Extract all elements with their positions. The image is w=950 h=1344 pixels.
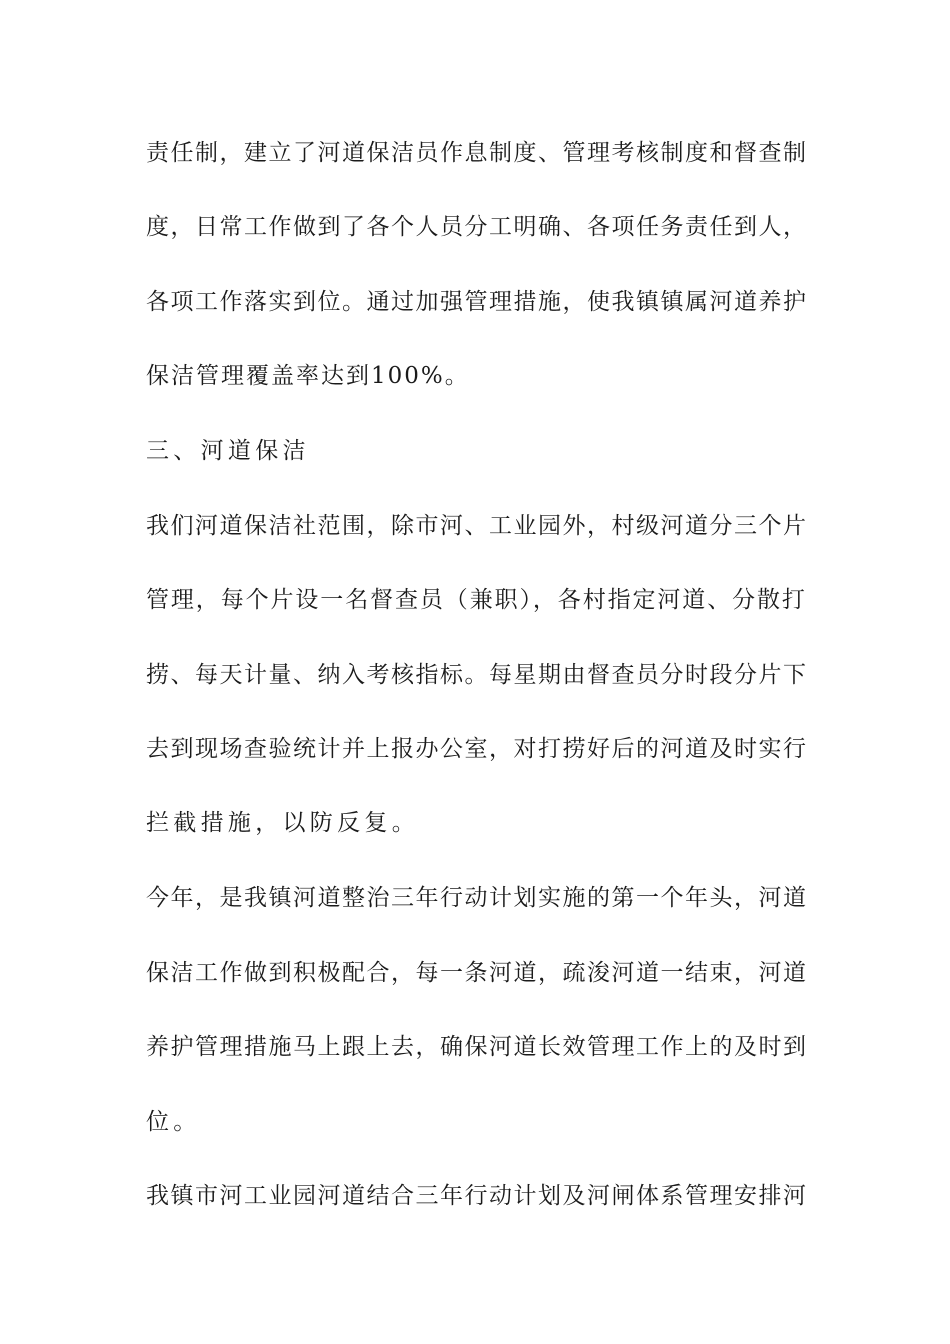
section-heading: 三、河道保洁 (146, 438, 310, 464)
text-line: 位。 (146, 1109, 201, 1135)
text-line: 我们河道保洁社范围，除市河、工业园外，村级河道分三个片 (146, 513, 808, 539)
text-line: 度，日常工作做到了各个人员分工明确、各项任务责任到人， (146, 214, 808, 240)
text-line: 各项工作落实到位。通过加强管理措施，使我镇镇属河道养护 (146, 289, 808, 315)
text-line: 捞、每天计量、纳入考核指标。每星期由督查员分时段分片下 (146, 662, 808, 688)
text-line: 去到现场查验统计并上报办公室，对打捞好后的河道及时实行 (146, 736, 808, 762)
text-line: 责任制，建立了河道保洁员作息制度、管理考核制度和督查制 (146, 140, 808, 166)
text-line: 今年，是我镇河道整治三年行动计划实施的第一个年头，河道 (146, 885, 808, 911)
text-line: 保洁工作做到积极配合，每一条河道，疏浚河道一结束，河道 (146, 960, 808, 986)
text-line: 管理，每个片设一名督查员（兼职），各村指定河道、分散打 (146, 587, 807, 613)
text-line: 拦截措施，以防反复。 (146, 810, 419, 836)
text-line: 保洁管理覆盖率达到100%。 (146, 363, 470, 389)
text-line: 养护管理措施马上跟上去，确保河道长效管理工作上的及时到 (146, 1034, 808, 1060)
text-line: 我镇市河工业园河道结合三年行动计划及河闸体系管理安排河 (146, 1183, 808, 1209)
